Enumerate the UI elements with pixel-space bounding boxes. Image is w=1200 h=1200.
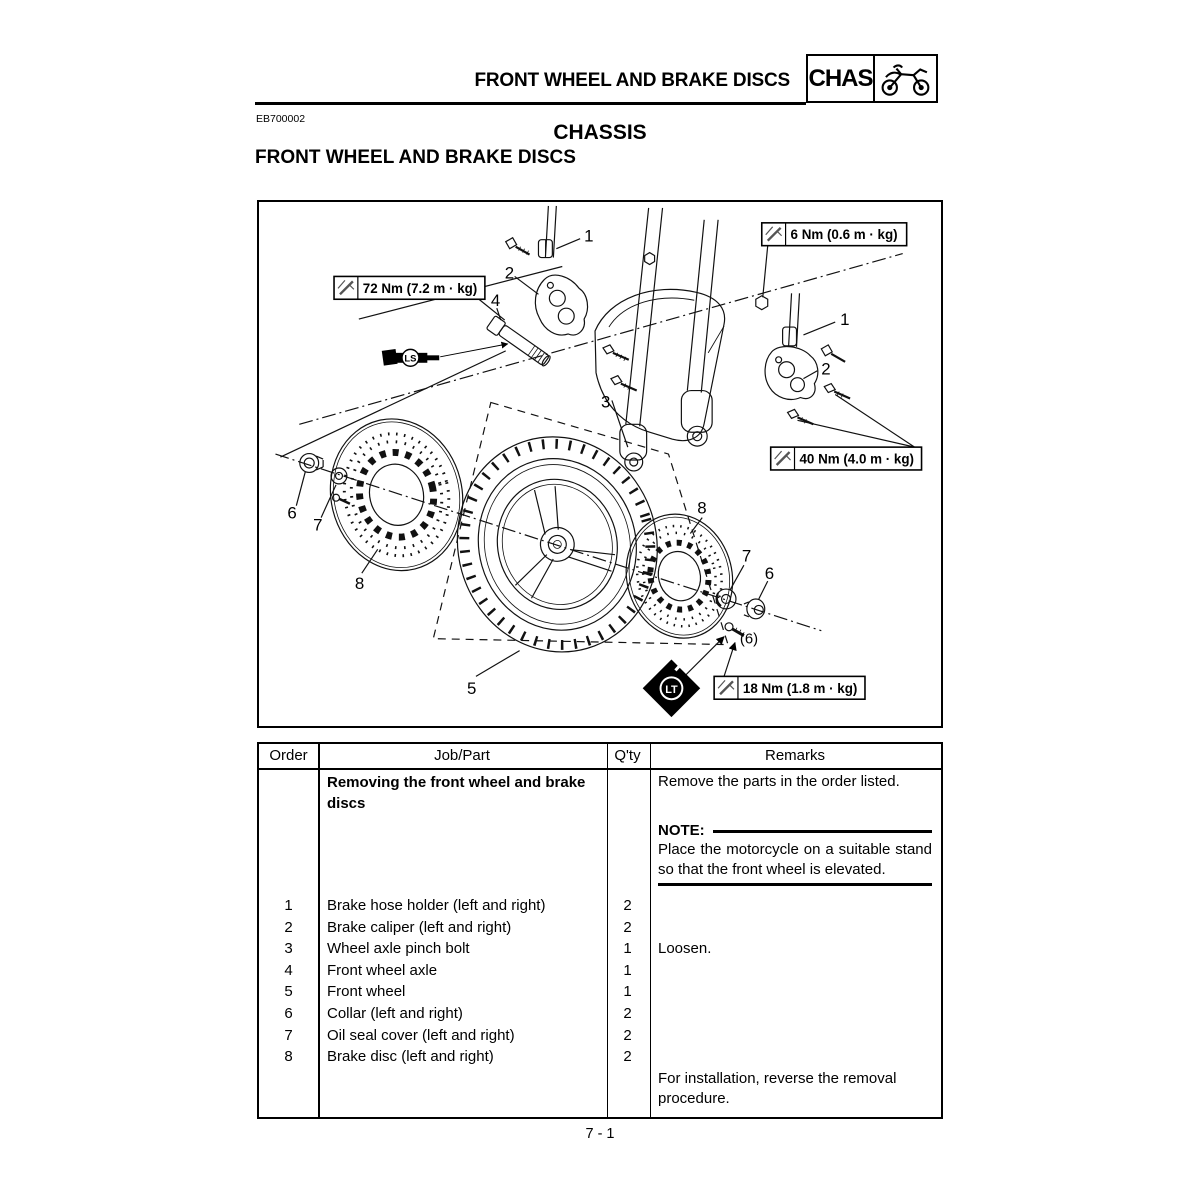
table-row: 7 Oil seal cover (left and right) 2 xyxy=(284,1026,632,1044)
svg-text:18 Nm (1.8 m · kg): 18 Nm (1.8 m · kg) xyxy=(742,680,858,696)
callout-seal-left: 7 xyxy=(313,515,323,535)
table-vline xyxy=(318,744,320,1117)
document-code: EB700002 xyxy=(256,113,306,125)
page-number: 7 - 1 xyxy=(585,1126,615,1142)
table-vline xyxy=(607,744,609,1117)
callout-disc-right: 8 xyxy=(697,498,707,518)
brake-caliper-right xyxy=(765,347,818,400)
bolt xyxy=(788,409,814,424)
callout-collar-right: 6 xyxy=(764,564,775,584)
table-vline xyxy=(650,744,652,1117)
callout-collar-left: 6 xyxy=(287,503,297,523)
callout-caliper-left: 2 xyxy=(504,263,515,283)
brake-caliper-left xyxy=(535,275,587,335)
oil-seal-right xyxy=(716,589,736,609)
chapter-badge xyxy=(806,54,940,103)
svg-text:40 Nm (4.0 m · kg): 40 Nm (4.0 m · kg) xyxy=(799,451,914,467)
torque-label-6nm xyxy=(762,223,907,246)
callout-pinch-bolt: 3 xyxy=(600,392,611,412)
table-header-row xyxy=(259,744,941,768)
table-row: 5 Front wheel 1 xyxy=(284,983,632,1001)
table-row: 2 Brake caliper (left and right) 2 xyxy=(284,918,632,936)
bolt xyxy=(611,376,637,391)
chapter-title: CHASSIS xyxy=(553,121,647,144)
front-wheel xyxy=(432,413,682,676)
parts-table xyxy=(257,742,943,1119)
svg-text:LS: LS xyxy=(404,352,417,364)
section-title: FRONT WHEEL AND BRAKE DISCS xyxy=(255,147,576,168)
col-header-jobpart: Job/Part xyxy=(434,747,490,764)
torque-label-40nm xyxy=(771,447,922,470)
nut xyxy=(645,253,655,265)
col-header-remarks: Remarks xyxy=(764,747,825,764)
col-header-order: Order xyxy=(269,747,308,764)
grease-ls-symbol xyxy=(382,344,508,366)
front-fender xyxy=(595,289,725,440)
table-header-separator xyxy=(259,768,941,770)
exploded-diagram xyxy=(257,200,943,728)
svg-text:LT: LT xyxy=(665,683,678,696)
torque-label-18nm xyxy=(714,676,865,699)
note-text: Place the motorcycle on a suitable stand so that the front wheel is elevated. xyxy=(658,841,932,878)
table-row-closing xyxy=(259,1068,941,1117)
callout-wheel: 5 xyxy=(467,679,477,699)
nut xyxy=(756,296,768,310)
brake-hose-holder-left xyxy=(538,206,556,258)
svg-text:6 Nm (0.6 m · kg): 6 Nm (0.6 m · kg) xyxy=(790,227,898,243)
bolt xyxy=(603,345,629,361)
motorcycle-icon xyxy=(873,54,938,103)
callout-axle: 4 xyxy=(490,291,501,311)
table-row: 4 Front wheel axle 1 xyxy=(284,961,632,979)
collar-right xyxy=(744,599,765,619)
table-row: 8 Brake disc (left and right) 2 xyxy=(284,1048,632,1066)
brake-disc-left xyxy=(315,405,479,585)
fork-leg-center xyxy=(620,208,663,471)
svg-text:72 Nm (7.2 m · kg): 72 Nm (7.2 m · kg) xyxy=(362,280,478,296)
small-bolt-left xyxy=(333,494,350,503)
brake-hose-holder-right xyxy=(783,293,800,347)
callout-bolt-qty: (6) xyxy=(739,631,759,648)
callout-seal-right: 7 xyxy=(741,546,752,566)
table-row: 6 Collar (left and right) 2 xyxy=(284,1004,632,1022)
intro-job-text: Removing the front wheel and brake discs xyxy=(327,774,586,812)
header-rule xyxy=(255,102,806,105)
table-row-intro xyxy=(259,768,941,895)
note-heading xyxy=(658,822,932,839)
torque-label-72nm xyxy=(334,276,485,299)
running-header-title: FRONT WHEEL AND BRAKE DISCS xyxy=(474,70,790,91)
table-row: 3 Wheel axle pinch bolt 1 Loosen. xyxy=(284,940,712,958)
callout-hose-left: 1 xyxy=(584,226,594,246)
callout-disc-left: 8 xyxy=(354,574,365,594)
fork-leg-right xyxy=(681,220,718,446)
note-end-rule xyxy=(658,883,932,886)
note-rule xyxy=(713,830,932,833)
locktite-lt-symbol xyxy=(643,660,701,718)
closing-remark-text: For installation, reverse the removal procedure. xyxy=(658,1069,897,1107)
callout-hose-right: 1 xyxy=(840,310,850,330)
table-row: 1 Brake hose holder (left and right) 2 xyxy=(284,897,632,914)
chas-badge-label: CHAS xyxy=(806,54,875,103)
note-label: NOTE: xyxy=(658,822,705,839)
col-header-qty: Q'ty xyxy=(614,747,641,764)
intro-remark-text: Remove the parts in the order listed. xyxy=(658,773,900,790)
bolt xyxy=(506,238,530,255)
callout-caliper-right: 2 xyxy=(821,359,831,379)
